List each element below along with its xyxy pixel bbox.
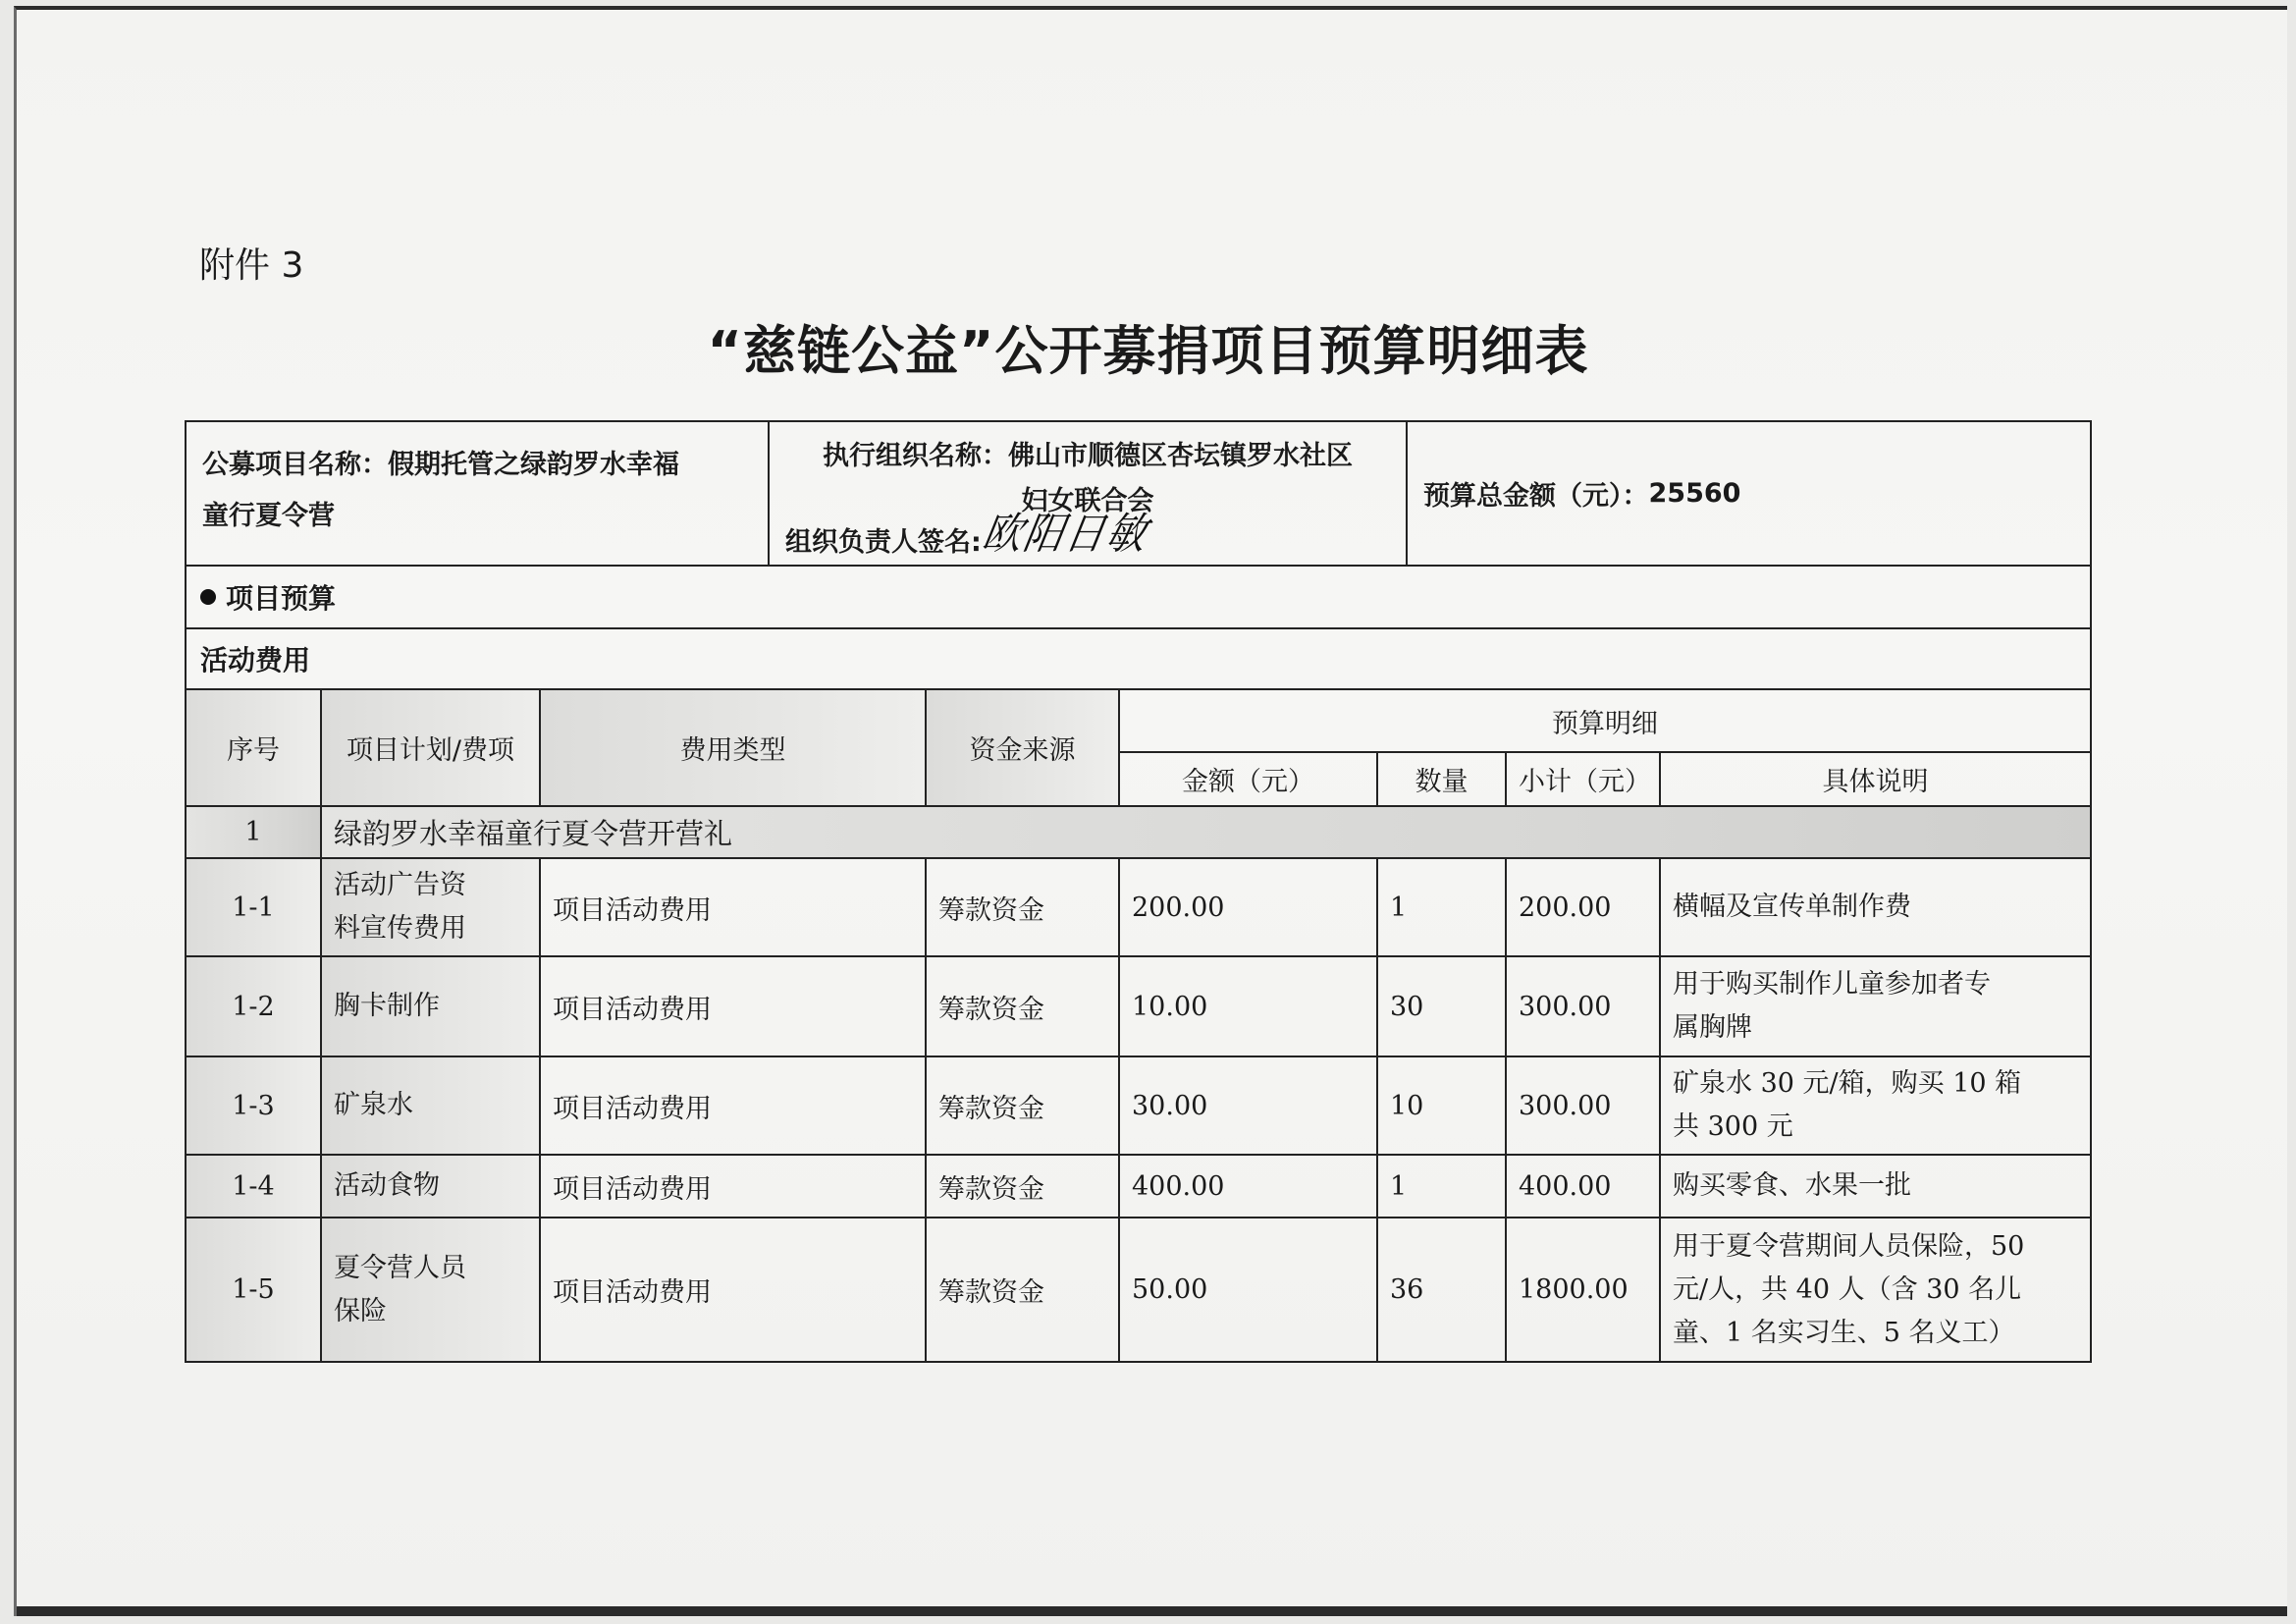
col-header-quantity: 数量 bbox=[1377, 752, 1506, 806]
org-name-cell bbox=[770, 422, 1408, 565]
col-header-budget-detail: 预算明细 bbox=[1119, 690, 2090, 752]
row-fund-source: 筹款资金 bbox=[926, 1218, 1119, 1361]
table-row bbox=[187, 858, 2090, 956]
row-amount: 10.00 bbox=[1119, 956, 1377, 1056]
row-desc-line1: 用于夏令营期间人员保险，50 bbox=[1673, 1230, 2025, 1262]
col-header-subtotal: 小计（元） bbox=[1506, 752, 1660, 806]
row-item bbox=[321, 1218, 540, 1361]
signature-label: 组织负责人签名: bbox=[785, 527, 982, 558]
row-subtotal: 300.00 bbox=[1506, 1056, 1660, 1155]
row-item-line1: 活动广告资 bbox=[334, 870, 466, 900]
signature-row bbox=[785, 503, 1152, 560]
org-name-line1: 执行组织名称：佛山市顺德区杏坛镇罗水社区 bbox=[823, 441, 1353, 471]
row-seq: 1-3 bbox=[187, 1056, 321, 1155]
row-item-line2: 料宣传费用 bbox=[334, 913, 466, 944]
row-subtotal: 400.00 bbox=[1506, 1155, 1660, 1218]
group-seq: 1 bbox=[187, 806, 321, 858]
group-name: 绿韵罗水幸福童行夏令营开营礼 bbox=[321, 806, 2090, 858]
row-desc-line3: 童、1 名实习生、5 名义工） bbox=[1673, 1317, 2015, 1348]
row-cost-type: 项目活动费用 bbox=[540, 1218, 926, 1361]
page-title: “慈链公益”公开募捐项目预算明细表 bbox=[707, 320, 1589, 382]
row-quantity: 30 bbox=[1377, 956, 1506, 1056]
attachment-label: 附件 3 bbox=[199, 245, 304, 286]
project-name-line2: 童行夏令营 bbox=[202, 501, 335, 531]
project-name-cell bbox=[187, 422, 770, 565]
table-row bbox=[187, 1155, 2090, 1218]
col-header-fund-source: 资金来源 bbox=[926, 690, 1119, 806]
row-fund-source: 筹款资金 bbox=[926, 1056, 1119, 1155]
subsection-label: 活动费用 bbox=[200, 644, 311, 677]
bullet-icon bbox=[200, 589, 216, 605]
row-seq: 1-5 bbox=[187, 1218, 321, 1361]
col-header-description: 具体说明 bbox=[1660, 752, 2090, 806]
row-item: 矿泉水 bbox=[321, 1056, 540, 1155]
form-header bbox=[187, 422, 2090, 567]
row-item: 胸卡制作 bbox=[321, 956, 540, 1056]
row-description bbox=[1660, 858, 2090, 956]
row-description bbox=[1660, 956, 2090, 1056]
row-seq: 1-4 bbox=[187, 1155, 321, 1218]
row-cost-type: 项目活动费用 bbox=[540, 1155, 926, 1218]
row-quantity: 36 bbox=[1377, 1218, 1506, 1361]
row-description bbox=[1660, 1218, 2090, 1361]
row-cost-type: 项目活动费用 bbox=[540, 956, 926, 1056]
row-quantity: 10 bbox=[1377, 1056, 1506, 1155]
table-header-row bbox=[187, 690, 2090, 752]
row-amount: 200.00 bbox=[1119, 858, 1377, 956]
scan-edge bbox=[17, 1606, 2287, 1616]
total-budget-cell bbox=[1408, 422, 2090, 565]
row-description bbox=[1660, 1056, 2090, 1155]
row-desc-line1: 横幅及宣传单制作费 bbox=[1673, 892, 1911, 922]
table-row bbox=[187, 1056, 2090, 1155]
row-desc-line2: 属胸牌 bbox=[1673, 1012, 1752, 1043]
row-item bbox=[321, 858, 540, 956]
row-desc-line1: 用于购买制作儿童参加者专 bbox=[1673, 969, 1991, 1000]
col-header-seq: 序号 bbox=[187, 690, 321, 806]
row-description: 购买零食、水果一批 bbox=[1660, 1155, 2090, 1218]
table-row bbox=[187, 1218, 2090, 1361]
total-budget-value: 25560 bbox=[1648, 478, 1741, 509]
row-amount: 50.00 bbox=[1119, 1218, 1377, 1361]
row-quantity: 1 bbox=[1377, 858, 1506, 956]
row-amount: 400.00 bbox=[1119, 1155, 1377, 1218]
row-cost-type: 项目活动费用 bbox=[540, 1056, 926, 1155]
budget-table bbox=[187, 690, 2090, 1361]
row-item: 活动食物 bbox=[321, 1155, 540, 1218]
col-header-amount: 金额（元） bbox=[1119, 752, 1377, 806]
org-name-line2: 妇女联合会 bbox=[1021, 486, 1154, 516]
row-subtotal: 1800.00 bbox=[1506, 1218, 1660, 1361]
row-desc-line2: 元/人，共 40 人（含 30 名儿 bbox=[1673, 1273, 2022, 1305]
row-quantity: 1 bbox=[1377, 1155, 1506, 1218]
row-fund-source: 筹款资金 bbox=[926, 956, 1119, 1056]
row-item-line2: 保险 bbox=[334, 1295, 387, 1326]
section-label: 项目预算 bbox=[226, 582, 337, 615]
row-fund-source: 筹款资金 bbox=[926, 858, 1119, 956]
row-subtotal: 300.00 bbox=[1506, 956, 1660, 1056]
budget-form bbox=[185, 420, 2092, 1363]
group-row bbox=[187, 806, 2090, 858]
section-heading bbox=[187, 567, 2090, 629]
subsection-heading bbox=[187, 629, 2090, 690]
col-header-cost-type: 费用类型 bbox=[540, 690, 926, 806]
row-subtotal: 200.00 bbox=[1506, 858, 1660, 956]
row-fund-source: 筹款资金 bbox=[926, 1155, 1119, 1218]
row-amount: 30.00 bbox=[1119, 1056, 1377, 1155]
row-cost-type: 项目活动费用 bbox=[540, 858, 926, 956]
handwritten-signature: 欧阳日敏 bbox=[978, 510, 1152, 560]
total-budget-label: 预算总金额（元）： bbox=[1423, 481, 1649, 512]
col-header-item: 项目计划/费项 bbox=[321, 690, 540, 806]
row-desc-line1: 矿泉水 30 元/箱，购买 10 箱 bbox=[1673, 1068, 2022, 1099]
row-item-line1: 夏令营人员 bbox=[334, 1252, 466, 1283]
row-desc-line2: 共 300 元 bbox=[1673, 1111, 1793, 1142]
table-row bbox=[187, 956, 2090, 1056]
project-name-line1: 公募项目名称：假期托管之绿韵罗水幸福 bbox=[202, 450, 679, 480]
row-seq: 1-1 bbox=[187, 858, 321, 956]
row-seq: 1-2 bbox=[187, 956, 321, 1056]
